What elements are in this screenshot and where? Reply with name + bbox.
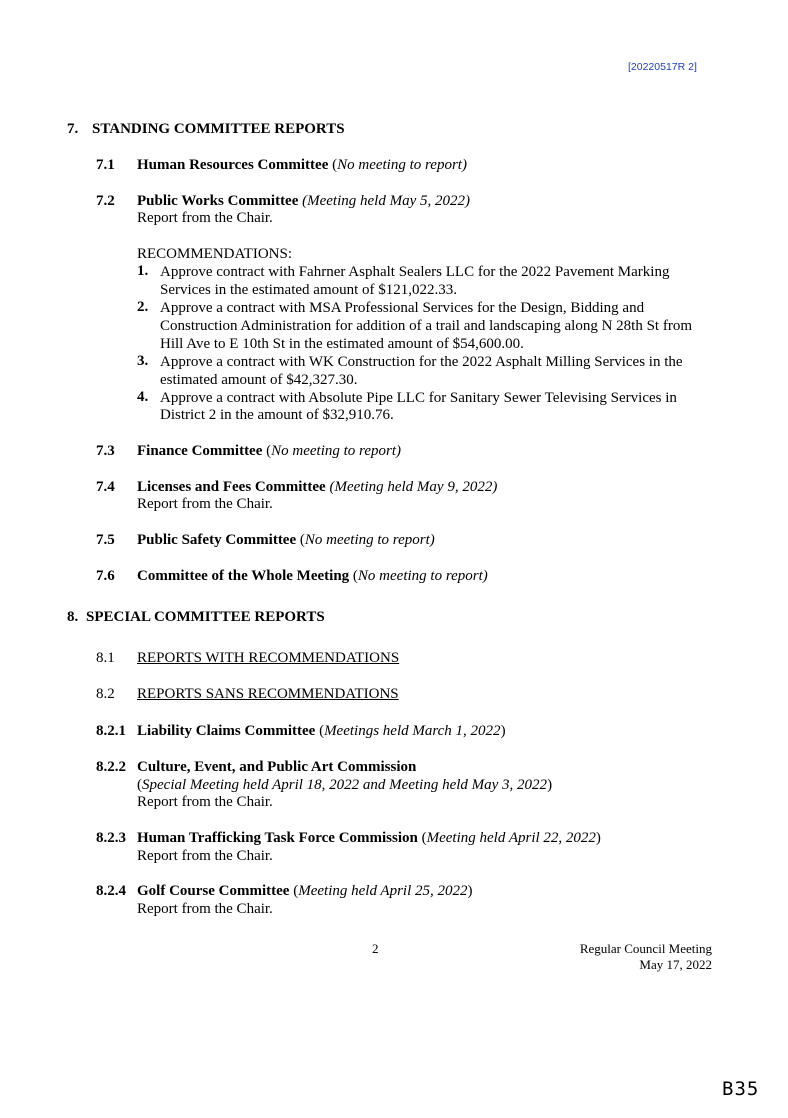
meeting-note: No meeting to report) <box>271 443 401 459</box>
item-7-6 <box>96 567 488 585</box>
meeting-note: Meeting held April 22, 2022 <box>426 830 596 846</box>
committee-name: Golf Course Committee <box>137 883 290 899</box>
subsection-8-2 <box>96 685 399 703</box>
item-number: 8.2.2 <box>96 759 126 775</box>
recommendations-label: RECOMMENDATIONS: <box>137 246 293 262</box>
item-7-3 <box>96 442 401 460</box>
subsection-number: 8.1 <box>96 650 115 666</box>
note-open: ( <box>332 157 338 173</box>
meeting-name: Regular Council Meeting <box>579 941 712 956</box>
subsection-title: REPORTS WITH RECOMMENDATIONS <box>137 650 400 666</box>
rec-number: 3. <box>137 353 149 369</box>
note-close: ) <box>595 830 601 846</box>
meeting-date: May 17, 2022 <box>639 957 712 972</box>
note-close: ) <box>467 883 473 899</box>
note-open: ( <box>352 568 358 584</box>
rec-text: Construction Administration for addition of a trail and landscaping along N 28th St from <box>160 318 693 334</box>
committee-name: Culture, Event, and Public Art Commission <box>137 759 417 775</box>
page-stamp: B35 <box>722 1078 760 1100</box>
report-line: Report from the Chair. <box>137 210 273 226</box>
note-open: ( <box>293 883 299 899</box>
note-close: ) <box>500 723 506 739</box>
meeting-note: Special Meeting held April 18, 2022 and Meeting held May 3, 2022 <box>142 777 548 793</box>
item-number: 7.6 <box>96 568 115 584</box>
item-8-2-3 <box>96 829 601 847</box>
item-number: 7.3 <box>96 443 115 459</box>
meeting-note: Meetings held March 1, 2022 <box>324 723 501 739</box>
note-open: ( <box>299 532 305 548</box>
document-id: [20220517R 2] <box>628 61 697 73</box>
item-number: 8.2.1 <box>96 723 126 739</box>
rec-text: Approve a contract with WK Construction for the 2022 Asphalt Milling Services in the <box>160 354 683 370</box>
meeting-note: (Meeting held May 5, 2022) <box>302 193 470 209</box>
rec-text: Services in the estimated amount of $121,022.33. <box>160 282 458 298</box>
rec-number: 1. <box>137 263 149 279</box>
rec-number: 4. <box>137 389 149 405</box>
item-8-2-1 <box>96 722 506 740</box>
section-number: 7. <box>67 121 79 137</box>
section-7-heading <box>67 120 345 138</box>
note-open: ( <box>421 830 427 846</box>
item-8-2-2 <box>96 758 416 776</box>
committee-name: Liability Claims Committee <box>137 723 316 739</box>
subsection-number: 8.2 <box>96 686 115 702</box>
rec-text: Approve contract with Fahrner Asphalt Sealers LLC for the 2022 Pavement Marking <box>160 264 670 280</box>
rec-text: District 2 in the amount of $32,910.76. <box>160 407 394 423</box>
note-open: ( <box>266 443 272 459</box>
rec-text: Approve a contract with Absolute Pipe LLC for Sanitary Sewer Televising Services in <box>160 390 677 406</box>
page-number: 2 <box>372 941 379 956</box>
rec-number: 2. <box>137 299 149 315</box>
committee-name: Licenses and Fees Committee <box>137 479 326 495</box>
item-number: 8.2.3 <box>96 830 126 846</box>
item-8-2-4 <box>96 882 473 900</box>
report-line: Report from the Chair. <box>137 496 273 512</box>
report-line: Report from the Chair. <box>137 848 273 864</box>
section-number: 8. <box>67 609 79 625</box>
footer-meeting-info <box>520 941 712 973</box>
meeting-note: No meeting to report) <box>337 157 467 173</box>
item-number: 7.2 <box>96 193 115 209</box>
meeting-note: (Meeting held May 9, 2022) <box>329 479 498 495</box>
rec-text: Approve a contract with MSA Professional Services for the Design, Bidding and <box>160 300 645 316</box>
note-open: ( <box>319 723 325 739</box>
meeting-note-line <box>137 776 552 794</box>
note-open: ( <box>137 777 142 793</box>
report-line: Report from the Chair. <box>137 794 273 810</box>
section-title: SPECIAL COMMITTEE REPORTS <box>86 609 325 625</box>
section-8-heading <box>67 608 325 626</box>
item-number: 7.1 <box>96 157 115 173</box>
committee-name: Public Safety Committee <box>137 532 297 548</box>
committee-name: Finance Committee <box>137 443 263 459</box>
item-7-2 <box>96 192 470 210</box>
subsection-title: REPORTS SANS RECOMMENDATIONS <box>137 686 399 702</box>
rec-text: estimated amount of $42,327.30. <box>160 372 358 388</box>
item-number: 7.5 <box>96 532 115 548</box>
rec-text: Hill Ave to E 10th St in the estimated amount of $54,600.00. <box>160 336 524 352</box>
item-7-1 <box>96 156 467 174</box>
item-7-5 <box>96 531 435 549</box>
meeting-note: No meeting to report) <box>304 532 435 548</box>
meeting-note: Meeting held April 25, 2022 <box>298 883 468 899</box>
report-line: Report from the Chair. <box>137 901 273 917</box>
committee-name: Committee of the Whole Meeting <box>137 568 350 584</box>
item-number: 7.4 <box>96 479 115 495</box>
item-7-4 <box>96 478 497 496</box>
committee-name: Public Works Committee <box>137 193 299 209</box>
note-close: ) <box>547 777 553 793</box>
item-number: 8.2.4 <box>96 883 126 899</box>
section-title: STANDING COMMITTEE REPORTS <box>92 121 345 137</box>
meeting-note: No meeting to report) <box>357 568 488 584</box>
committee-name: Human Resources Committee <box>137 157 329 173</box>
subsection-8-1 <box>96 649 399 667</box>
committee-name: Human Trafficking Task Force Commission <box>137 830 418 846</box>
